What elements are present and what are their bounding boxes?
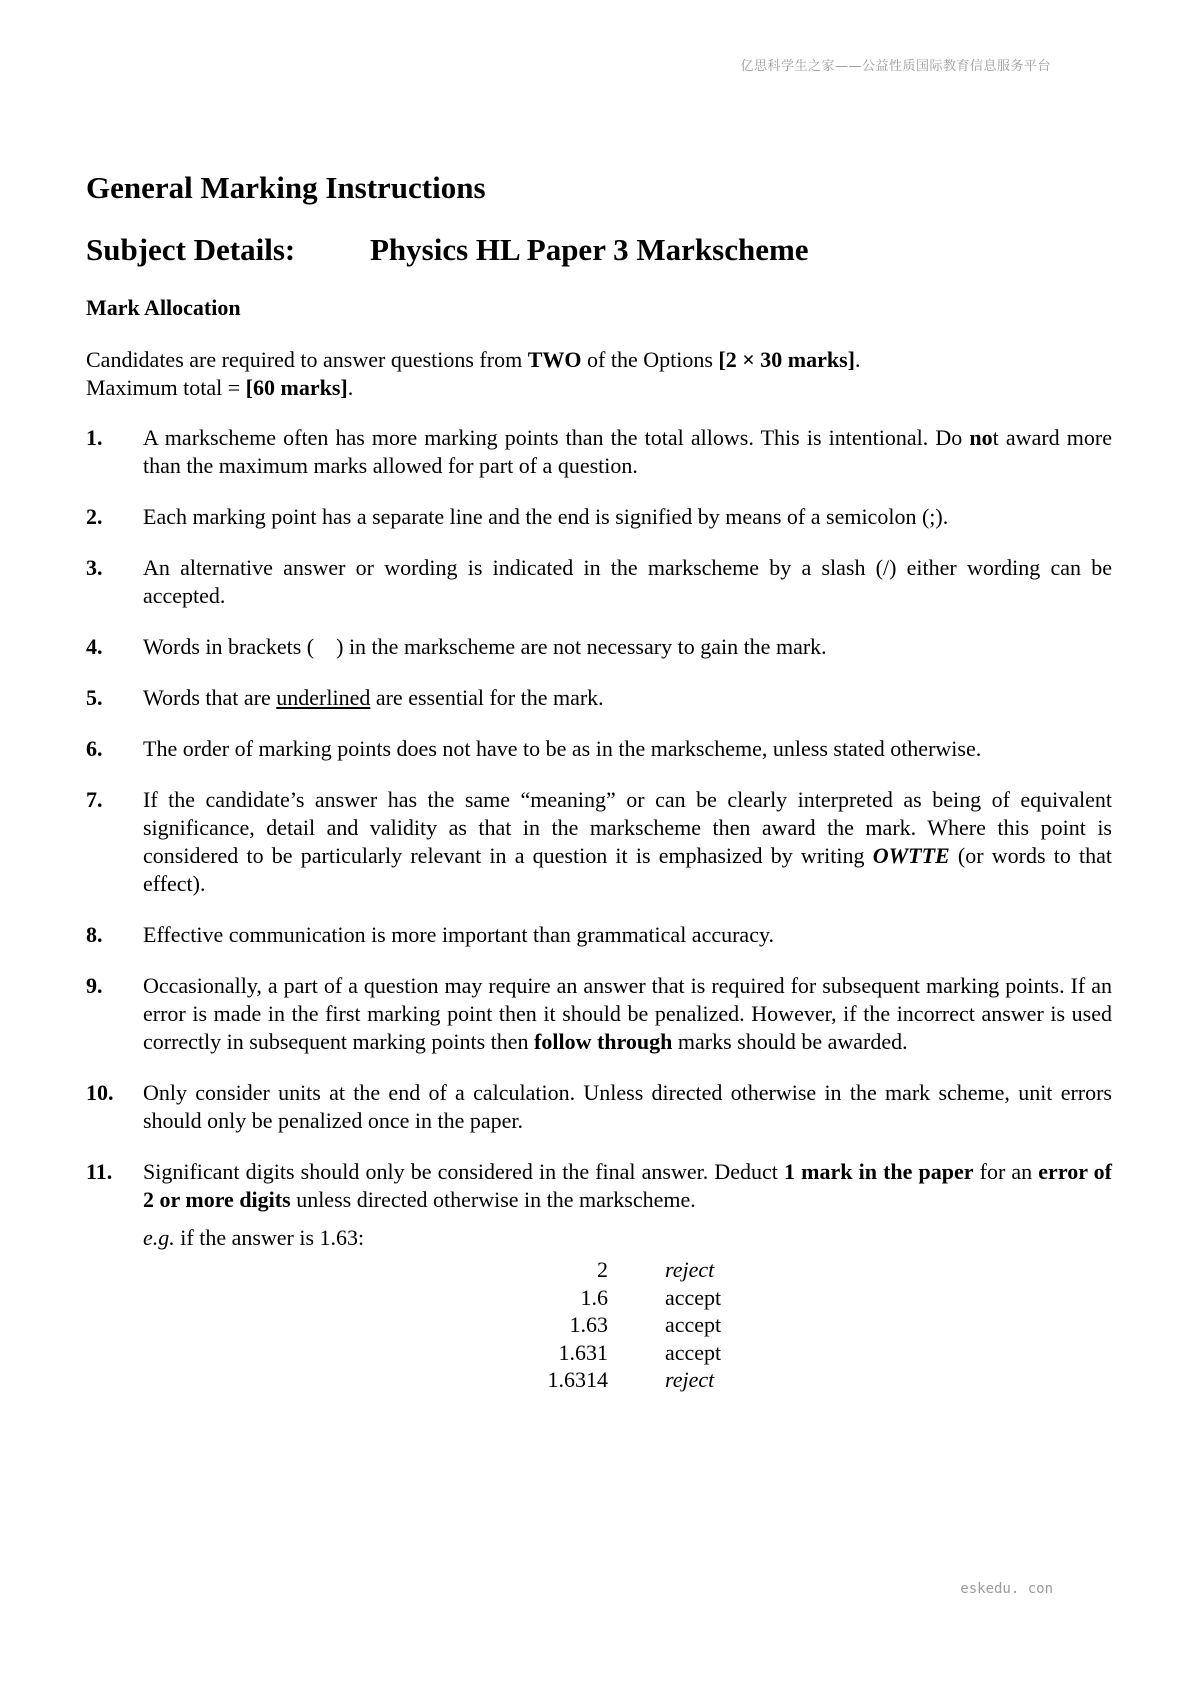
rule-text-bold: follow through	[534, 1029, 673, 1054]
rule-text-part: for an	[973, 1159, 1039, 1184]
rule-text-bold: 1 mark in the paper	[784, 1159, 974, 1184]
rule-item	[86, 972, 1112, 1056]
sigfig-value: 1.631	[558, 1339, 608, 1365]
rule-number: 11.	[86, 1159, 113, 1184]
rule-text: Words in brackets ( ) in the markscheme are not necessary to gain the mark.	[143, 634, 827, 659]
rule-text: Only consider units at the end of a calculation. Unless directed otherwise in the mark scheme, unit errors should only be penalized once in the paper.	[143, 1080, 1112, 1133]
sigfig-verdict: accept	[665, 1284, 722, 1310]
rule-text-part: t award more than the maximum marks allowed for part of a question.	[143, 425, 1113, 478]
example-text: if the answer is 1.63:	[174, 1225, 365, 1250]
intro-text: .	[347, 375, 354, 400]
rule-text-part: Significant digits should only be considered in the final answer. Deduct	[143, 1159, 785, 1184]
rule-text: Each marking point has a separate line and the end is signified by means of a semicolon (;).	[143, 504, 949, 529]
rule-item	[86, 503, 1112, 531]
rule-number: 7.	[86, 787, 103, 812]
rule-item	[86, 684, 1112, 712]
subject-details	[86, 230, 1112, 270]
rule-number: 2.	[86, 504, 103, 529]
sigfig-verdict: accept	[665, 1312, 722, 1337]
intro-text: Maximum total =	[86, 375, 246, 400]
rule-number: 1.	[86, 425, 103, 450]
rule-number: 5.	[86, 685, 103, 710]
rule-text: An alternative answer or wording is indicated in the markscheme by a slash (/) either wording can be accepted.	[143, 555, 1112, 608]
table-row	[510, 1256, 721, 1284]
rule-number: 4.	[86, 634, 103, 659]
example-intro	[143, 1224, 1112, 1252]
rule-text	[143, 424, 1112, 480]
rule-item	[86, 921, 1112, 949]
rule-item	[86, 786, 1112, 898]
sigfig-example	[143, 1224, 1112, 1394]
rule-number: 3.	[86, 555, 103, 580]
marking-rules-list	[86, 424, 1112, 1214]
rule-item	[86, 1079, 1112, 1135]
sigfig-verdict: reject	[665, 1257, 715, 1282]
rule-text-bold: no	[969, 425, 993, 450]
rule-number: 8.	[86, 922, 103, 947]
rule-item	[86, 554, 1112, 610]
rule-text	[143, 972, 1112, 1056]
rule-text: The order of marking points does not have to be as in the markscheme, unless stated otherwise.	[143, 736, 982, 761]
table-row	[510, 1311, 721, 1339]
document-title: General Marking Instructions	[86, 170, 486, 205]
rule-text-part: unless directed otherwise in the markscheme.	[290, 1187, 696, 1212]
header-site-note: 亿思科学生之家——公益性质国际教育信息服务平台	[740, 59, 1051, 74]
sigfig-value: 1.6	[580, 1284, 608, 1310]
rule-number: 9.	[86, 973, 103, 998]
rule-text-part: Words that are	[143, 685, 277, 710]
rule-text-part: (or words to that effect).	[143, 843, 1112, 896]
subject-label: Subject Details:	[86, 232, 296, 267]
sigfig-value: 1.6314	[547, 1367, 608, 1392]
sigfig-verdict: accept	[665, 1339, 722, 1365]
example-lead: e.g.	[143, 1225, 175, 1250]
rule-text	[143, 684, 1112, 712]
rule-item	[86, 735, 1112, 763]
intro-line-2	[86, 374, 1112, 402]
rule-text-part: A markscheme often has more marking points than the total allows. This is intentional. Do	[143, 425, 970, 450]
rule-text: Effective communication is more important than grammatical accuracy.	[143, 922, 775, 947]
intro-bold: [2 × 30 marks]	[718, 347, 855, 372]
rule-text	[143, 786, 1112, 898]
rule-number: 6.	[86, 736, 103, 761]
sigfig-table	[510, 1256, 721, 1394]
sigfig-value: 2	[597, 1257, 608, 1282]
intro-line-1	[86, 346, 1112, 374]
rule-text-bold-italic: OWTTE	[872, 843, 950, 868]
subject-value: Physics HL Paper 3 Markscheme	[370, 232, 809, 267]
rule-text	[143, 1158, 1112, 1214]
intro-text: .	[854, 347, 861, 372]
rule-number: 10.	[86, 1080, 114, 1105]
table-row	[510, 1366, 721, 1394]
footer-site-url: eskedu. con	[960, 1581, 1053, 1597]
rule-text-underlined: underlined	[276, 685, 371, 710]
section-heading-mark-allocation: Mark Allocation	[86, 295, 241, 320]
rule-item	[86, 1158, 1112, 1214]
intro-text: Candidates are required to answer questions from	[86, 347, 528, 372]
rule-text-part: marks should be awarded.	[672, 1029, 908, 1054]
intro-text: of the Options	[581, 347, 719, 372]
intro-bold: [60 marks]	[245, 375, 348, 400]
rule-text-part: are essential for the mark.	[370, 685, 604, 710]
sigfig-verdict: reject	[665, 1367, 715, 1392]
intro-bold: TWO	[527, 347, 582, 372]
table-row	[510, 1339, 721, 1367]
rule-text-bold: error of 2 or more digits	[143, 1159, 1113, 1212]
rule-item	[86, 424, 1112, 480]
document-page	[86, 168, 1112, 1394]
rule-item	[86, 633, 1112, 661]
table-row	[510, 1284, 721, 1312]
rule-text-part: If the candidate’s answer has the same “meaning” or can be clearly interpreted as being of equivalent significance, detail and validity as that in the markscheme then award the mark. Where this point is considered to be particularly relevant in a question it is emphasized by writing	[143, 787, 1112, 868]
intro-paragraph	[86, 346, 1112, 402]
rule-text-part: Occasionally, a part of a question may require an answer that is required for subsequent marking points. If an error is made in the first marking point then it should be penalized. However, if the incorrect answer is used correctly in subsequent marking points then	[143, 973, 1112, 1054]
sigfig-value: 1.63	[569, 1312, 608, 1337]
